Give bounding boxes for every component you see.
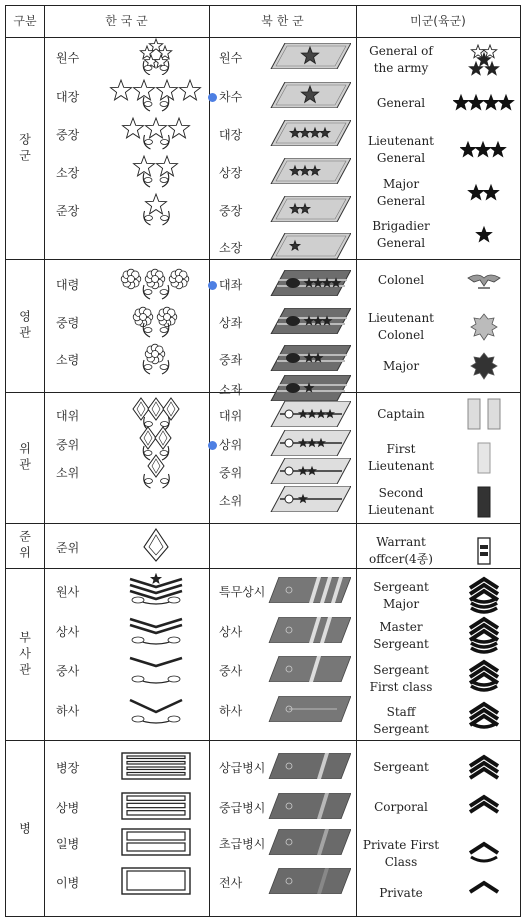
nk-rank-name — [219, 126, 242, 143]
nk-insignia-icon — [265, 868, 351, 894]
rok-insignia-icon — [124, 613, 188, 647]
us-rank-name: Lieutenant General — [368, 134, 434, 165]
gold-oak-leaf-icon — [469, 351, 499, 381]
blue-dot-marker — [208, 93, 217, 102]
sgt-chevron-icon — [467, 754, 501, 780]
nk-rank-label: 하사 — [219, 704, 243, 718]
us-rank-name: Private — [379, 886, 423, 900]
rok-rank-name: 준장 — [56, 204, 80, 218]
warrant-bar-icon — [476, 536, 492, 566]
sgm-chevron-icon — [467, 576, 501, 616]
four-star-icon — [453, 93, 515, 113]
rok-rank-name: 중위 — [56, 438, 80, 452]
rank-comparison-table — [5, 5, 521, 917]
nk-rank-label: 상장 — [219, 166, 243, 180]
nk-rank-name — [219, 407, 242, 424]
nk-rank-label: 대위 — [219, 409, 243, 423]
nk-insignia-icon — [265, 458, 351, 484]
nk-rank-label: 상좌 — [219, 316, 243, 330]
us-rank-name: Warrant offcer(4종) — [369, 535, 433, 566]
msg-chevron-icon — [467, 616, 501, 656]
rok-insignia-icon — [120, 751, 192, 781]
nk-insignia-icon — [265, 486, 351, 512]
us-rank-name: Lieutenant Colonel — [368, 311, 434, 342]
rok-insignia-icon — [120, 866, 192, 896]
pfc-chevron-icon — [467, 841, 501, 867]
sfc-chevron-icon — [467, 659, 501, 699]
nk-rank-label: 중장 — [219, 204, 243, 218]
rok-rank-name: 병장 — [56, 761, 80, 775]
nk-rank-name — [219, 239, 242, 256]
nk-insignia-icon — [265, 430, 351, 456]
nk-rank-name — [219, 835, 265, 852]
nk-rank-name — [219, 164, 242, 181]
table-header — [6, 6, 520, 38]
nk-rank-label: 중좌 — [219, 353, 243, 367]
rok-rank-name: 중사 — [56, 664, 80, 678]
two-bars-icon — [464, 397, 504, 431]
nk-insignia-icon — [265, 233, 351, 259]
rank-group — [6, 524, 520, 569]
header-us: 미군(육군) — [410, 14, 466, 28]
nk-insignia-icon — [265, 120, 351, 146]
rok-rank-name: 소위 — [56, 466, 80, 480]
rok-insignia-icon — [124, 692, 188, 726]
nk-rank-name — [219, 49, 242, 66]
rok-insignia-icon — [120, 791, 192, 821]
group-label — [6, 741, 44, 918]
cpl-chevron-icon — [467, 794, 501, 820]
rok-insignia-icon — [120, 827, 192, 857]
group-label-text: 병 — [17, 821, 32, 838]
silver-oak-leaf-icon — [469, 312, 499, 342]
rok-rank-name: 상사 — [56, 625, 80, 639]
group-label — [6, 569, 44, 740]
nk-rank-name — [219, 583, 265, 600]
nk-rank-label: 소좌 — [219, 383, 243, 397]
pvt-chevron-icon — [467, 880, 501, 906]
rok-rank-name: 원사 — [56, 585, 80, 599]
nk-insignia-icon — [265, 696, 351, 722]
nk-rank-label: 중위 — [219, 466, 243, 480]
rok-insignia-icon — [141, 340, 171, 376]
nk-rank-label: 대장 — [219, 128, 243, 142]
rok-rank-name: 대령 — [56, 278, 80, 292]
nk-rank-label: 특무상시 — [219, 585, 266, 599]
nk-rank-label: 중사 — [219, 664, 243, 678]
nk-rank-label: 원수 — [219, 51, 243, 65]
us-rank-name: Sergeant — [373, 760, 429, 774]
nk-insignia-icon — [265, 617, 351, 643]
us-rank-name: General — [376, 96, 426, 110]
group-label — [6, 393, 44, 523]
nk-insignia-icon — [265, 270, 351, 296]
gold-bar-icon — [476, 485, 492, 519]
group-label — [6, 260, 44, 392]
nk-insignia-icon — [265, 829, 351, 855]
nk-insignia-icon — [265, 43, 351, 69]
nk-rank-name — [208, 436, 242, 453]
nk-rank-name — [208, 276, 242, 293]
ssg-chevron-icon — [467, 701, 501, 741]
us-rank-name: Sergeant Major — [373, 580, 429, 611]
rok-insignia-icon — [129, 303, 183, 339]
us-rank-name: Major — [382, 359, 420, 373]
rok-rank-name: 준위 — [56, 541, 80, 555]
group-label — [6, 38, 44, 259]
nk-rank-label: 상급병시 — [219, 761, 266, 775]
rank-group — [6, 393, 520, 524]
nk-insignia-icon — [265, 577, 351, 603]
header-nk: 북 한 군 — [261, 14, 304, 28]
nk-insignia-icon — [265, 308, 351, 334]
rok-insignia-icon — [142, 452, 171, 490]
rok-insignia-icon — [117, 265, 195, 301]
rok-rank-name: 원수 — [56, 51, 80, 65]
nk-insignia-icon — [265, 656, 351, 682]
rok-rank-name: 소장 — [56, 166, 80, 180]
us-rank-name: Sergeant First class — [369, 663, 433, 694]
us-rank-name: Captain — [377, 407, 425, 421]
group-label-text: 장군 — [17, 132, 32, 165]
nk-rank-name — [208, 88, 242, 105]
rok-insignia-icon — [142, 191, 171, 227]
blue-dot-marker — [208, 281, 217, 290]
nk-rank-label: 초급병시 — [219, 837, 266, 851]
us-rank-name: Corporal — [374, 800, 428, 814]
rok-rank-name: 중장 — [56, 128, 80, 142]
nk-insignia-icon — [265, 793, 351, 819]
nk-rank-label: 전사 — [219, 876, 243, 890]
rok-insignia-icon — [119, 115, 194, 151]
nk-rank-name — [219, 351, 242, 368]
five-star-icon — [464, 44, 504, 76]
us-rank-name: Colonel — [377, 273, 425, 287]
rok-rank-name: 중령 — [56, 316, 80, 330]
nk-rank-name — [219, 874, 242, 891]
us-rank-name: Second Lieutenant — [368, 486, 434, 517]
silver-bar-icon — [476, 441, 492, 475]
rok-rank-name: 대위 — [56, 409, 80, 423]
nk-rank-label: 상사 — [219, 625, 243, 639]
nk-insignia-icon — [265, 345, 351, 371]
rok-rank-name: 소령 — [56, 353, 80, 367]
header-rok: 한 국 군 — [105, 14, 148, 28]
nk-insignia-icon — [265, 401, 351, 427]
us-rank-name: Master Sergeant — [373, 620, 429, 651]
nk-rank-name — [219, 314, 242, 331]
nk-rank-name — [219, 492, 242, 509]
group-label-text: 영관 — [17, 310, 32, 342]
rok-insignia-icon — [136, 37, 176, 75]
nk-rank-name — [219, 759, 265, 776]
header-category: 구분 — [13, 14, 37, 28]
us-rank-name: General of the army — [369, 44, 433, 75]
blue-dot-marker — [208, 441, 217, 450]
rok-rank-name: 하사 — [56, 704, 80, 718]
us-rank-name: Brigadier General — [372, 219, 430, 250]
three-star-icon — [460, 140, 508, 160]
one-star-icon — [474, 225, 494, 245]
nk-insignia-icon — [265, 196, 351, 222]
rok-rank-name: 일병 — [56, 837, 80, 851]
rok-rank-name: 이병 — [56, 876, 80, 890]
group-label — [6, 524, 44, 568]
nk-rank-label: 차수 — [219, 90, 243, 104]
rok-insignia-icon — [107, 77, 205, 113]
nk-insignia-icon — [265, 82, 351, 108]
us-rank-name: Private First Class — [362, 838, 440, 869]
nk-rank-name — [219, 464, 242, 481]
nk-rank-name — [219, 702, 242, 719]
nk-rank-name — [219, 202, 242, 219]
group-label-text: 위관 — [17, 442, 32, 474]
us-rank-name: Major General — [376, 177, 426, 208]
rank-group — [6, 569, 520, 741]
rok-insignia-icon — [141, 527, 171, 565]
group-label-text: 부사관 — [17, 630, 32, 679]
nk-insignia-icon — [265, 158, 351, 184]
rok-insignia-icon — [124, 652, 188, 686]
rank-group — [6, 38, 520, 260]
nk-rank-name — [219, 662, 242, 679]
rok-insignia-icon — [124, 573, 188, 607]
nk-rank-label: 소위 — [219, 494, 243, 508]
nk-rank-label: 대좌 — [219, 278, 243, 292]
eagle-icon — [464, 270, 504, 290]
us-rank-name: First Lieutenant — [368, 442, 434, 473]
two-star-icon — [467, 183, 501, 203]
nk-rank-name — [219, 799, 265, 816]
nk-rank-label: 중급병시 — [219, 801, 266, 815]
nk-rank-name — [219, 623, 242, 640]
us-rank-name: Staff Sergeant — [373, 705, 429, 736]
rok-insignia-icon — [130, 153, 182, 189]
rank-group — [6, 260, 520, 397]
rok-rank-name: 대장 — [56, 90, 80, 104]
group-label-text: 준위 — [17, 530, 32, 562]
nk-rank-label: 상위 — [219, 438, 243, 452]
rok-rank-name: 상병 — [56, 801, 80, 815]
nk-rank-label: 소장 — [219, 241, 243, 255]
rank-group — [6, 741, 520, 918]
nk-insignia-icon — [265, 753, 351, 779]
